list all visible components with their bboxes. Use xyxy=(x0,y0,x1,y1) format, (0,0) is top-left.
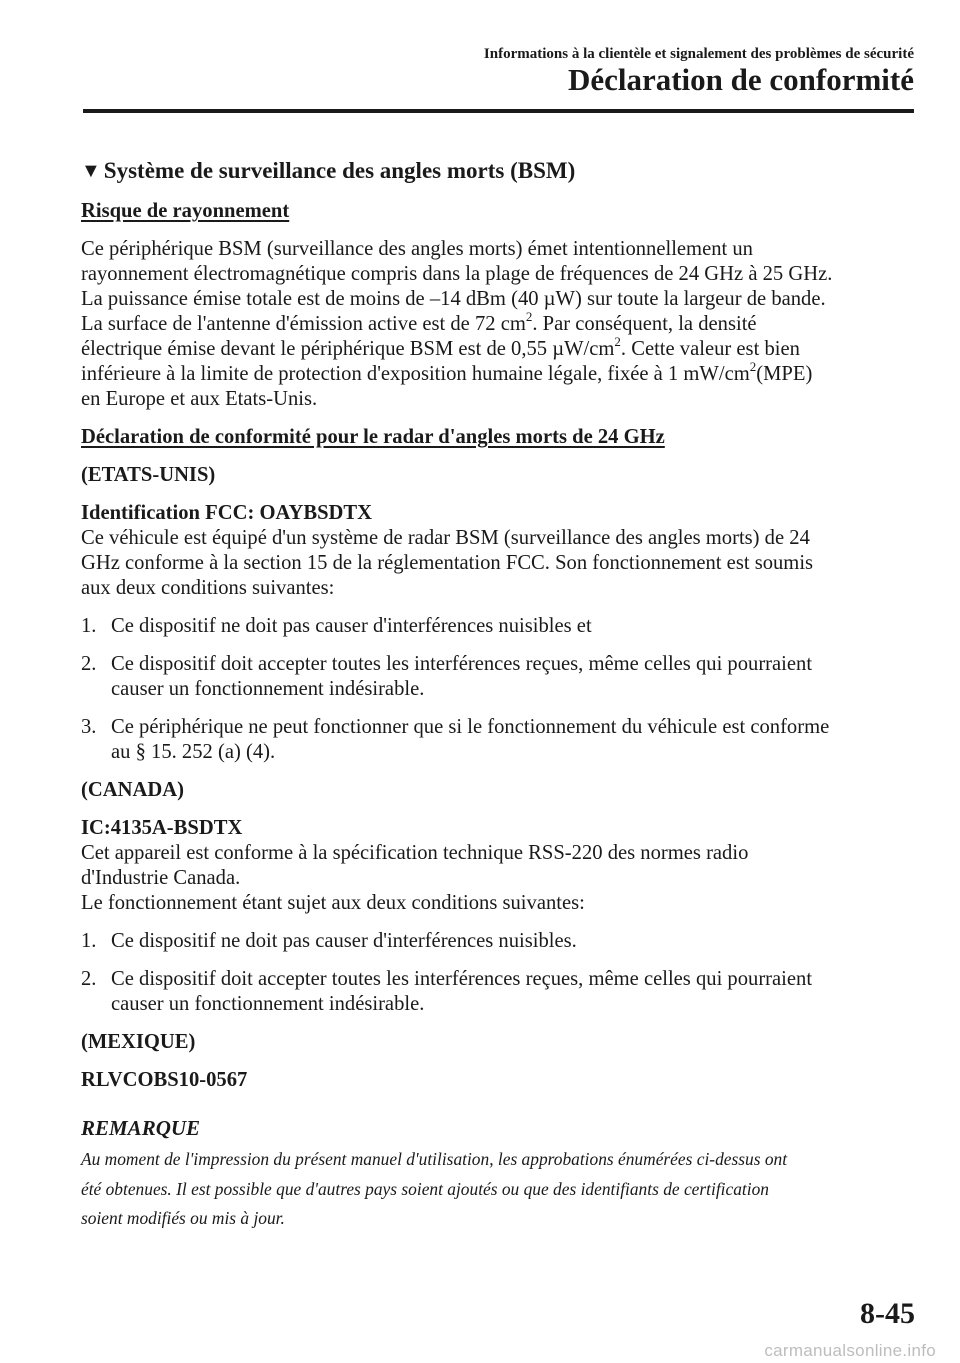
canada-line: Le fonctionnement étant sujet aux deux conditions suivantes: xyxy=(81,892,585,914)
risk-line: La puissance émise totale est de moins de –14 dBm (40 µW) sur toute la largeur de bande. xyxy=(81,288,826,310)
risk-text: . Par conséquent, la densité xyxy=(532,313,757,335)
usa-line: Ce véhicule est équipé d'un système de radar BSM (surveillance des angles morts) de 24 xyxy=(81,527,810,549)
superscript: 2 xyxy=(749,359,757,375)
note-body xyxy=(81,1145,917,1234)
note-line: Au moment de l'impression du présent manuel d'utilisation, les approbations énumérées ci-dessus ont xyxy=(81,1149,788,1169)
list-item xyxy=(81,929,917,954)
section-heading xyxy=(81,158,917,185)
list-text: Ce dispositif ne doit pas causer d'interférences nuisibles et xyxy=(111,615,592,637)
list-text: Ce périphérique ne peut fonctionner que si le fonctionnement du véhicule est conforme xyxy=(111,716,830,738)
list-text: causer un fonctionnement indésirable. xyxy=(111,678,425,700)
risk-text: électrique émise devant le périphérique BSM est de 0,55 µW/cm xyxy=(81,338,615,360)
risk-text: La surface de l'antenne d'émission active est de 72 cm xyxy=(81,313,526,335)
canada-conditions-list xyxy=(81,929,917,1017)
risk-line: en Europe et aux Etats-Unis. xyxy=(81,388,318,410)
header-chapter-title: Déclaration de conformité xyxy=(567,62,914,97)
list-number: 2. xyxy=(81,653,97,675)
risk-line: rayonnement électromagnétique compris dans la plage de fréquences de 24 GHz à 25 GHz. xyxy=(81,263,833,285)
usa-line: GHz conforme à la section 15 de la réglementation FCC. Son fonctionnement est soumis xyxy=(81,552,814,574)
superscript: 2 xyxy=(525,309,533,325)
usa-heading: (ETATS-UNIS) xyxy=(81,464,216,486)
section-title: Système de surveillance des angles morts (BSM) xyxy=(103,158,576,183)
list-number: 2. xyxy=(81,968,97,990)
header-divider xyxy=(83,109,914,113)
list-text: Ce dispositif doit accepter toutes les interférences reçues, même celles qui pourraient xyxy=(111,968,813,990)
canada-line: Cet appareil est conforme à la spécification technique RSS-220 des normes radio xyxy=(81,842,749,864)
fcc-id: Identification FCC: OAYBSDTX xyxy=(81,502,373,524)
note-line: soient modifiés ou mis à jour. xyxy=(81,1208,285,1228)
risk-heading: Risque de rayonnement xyxy=(81,200,290,222)
mexico-id: RLVCOBS10-0567 xyxy=(81,1069,248,1091)
risk-text: . Cette valeur est bien xyxy=(620,338,800,360)
mexico-heading: (MEXIQUE) xyxy=(81,1031,196,1053)
risk-text: (MPE) xyxy=(756,363,813,385)
list-number: 1. xyxy=(81,930,97,952)
canada-heading: (CANADA) xyxy=(81,779,184,801)
list-text: Ce dispositif ne doit pas causer d'interférences nuisibles. xyxy=(111,930,577,952)
ic-id: IC:4135A-BSDTX xyxy=(81,817,243,839)
list-text: Ce dispositif doit accepter toutes les interférences reçues, même celles qui pourraient xyxy=(111,653,813,675)
risk-line xyxy=(81,359,917,387)
list-item xyxy=(81,715,917,765)
risk-line xyxy=(81,334,917,362)
page-content xyxy=(81,158,917,1234)
usa-conditions-list xyxy=(81,614,917,765)
declaration-heading: Déclaration de conformité pour le radar d'angles morts de 24 GHz xyxy=(81,426,665,448)
usa-paragraph xyxy=(81,501,917,601)
list-item xyxy=(81,614,917,639)
watermark: carmanualsonline.info xyxy=(764,1341,936,1360)
list-number: 1. xyxy=(81,615,97,637)
page-number: 8-45 xyxy=(860,1297,915,1330)
superscript: 2 xyxy=(614,334,621,350)
note-line: été obtenues. Il est possible que d'autres pays soient ajoutés ou que des identifiants de certification xyxy=(81,1178,769,1199)
triangle-down-icon: ▼ xyxy=(81,160,101,182)
canada-line: d'Industrie Canada. xyxy=(81,867,241,889)
list-item xyxy=(81,967,917,1017)
list-item xyxy=(81,652,917,702)
list-number: 3. xyxy=(81,716,97,738)
canada-paragraph xyxy=(81,816,917,916)
list-text: causer un fonctionnement indésirable. xyxy=(111,993,425,1015)
risk-paragraph xyxy=(81,237,917,412)
risk-line: Ce périphérique BSM (surveillance des angles morts) émet intentionnellement un xyxy=(81,238,753,260)
header-section-label: Informations à la clientèle et signalement des problèmes de sécurité xyxy=(483,46,914,62)
usa-line: aux deux conditions suivantes: xyxy=(81,577,335,599)
list-text: au § 15. 252 (a) (4). xyxy=(111,741,276,763)
risk-text: inférieure à la limite de protection d'exposition humaine légale, fixée à 1 mW/cm xyxy=(81,363,750,385)
risk-line xyxy=(81,309,917,337)
note-title: REMARQUE xyxy=(81,1116,201,1140)
